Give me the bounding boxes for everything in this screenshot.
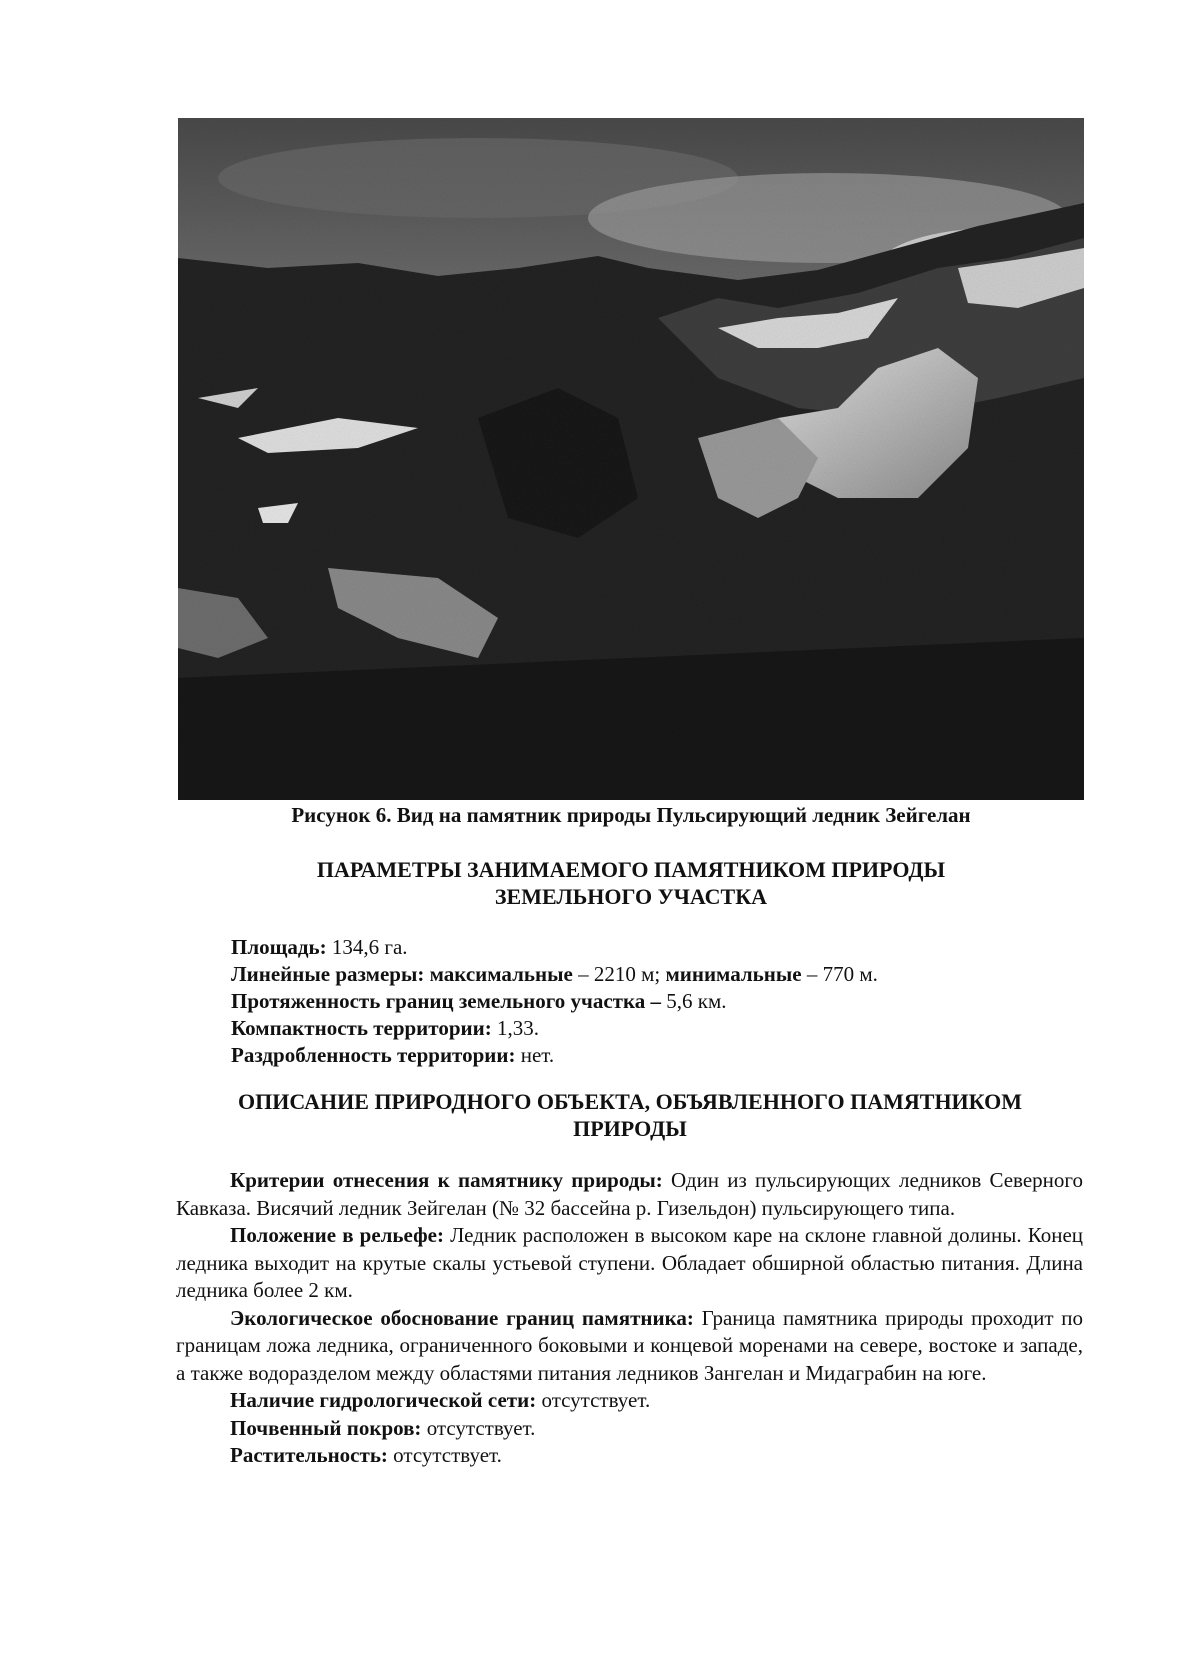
param-value: 5,6 км. <box>661 989 727 1013</box>
param-fragmentation <box>231 1042 1091 1069</box>
param-label: Площадь: <box>231 935 327 959</box>
param-value: 134,6 га. <box>326 935 408 959</box>
paragraph-label: Критерии отнесения к памятнику природы: <box>230 1168 663 1192</box>
paragraph-relief <box>176 1222 1083 1305</box>
paragraph-text: Ледник расположен в высоком каре на склоне главной долины. Конец ледника выходит на крутые скалы устьевой ступени. Обладает обширной областью питания. Длина ледника более 2 км. <box>176 1223 1083 1302</box>
paragraph-text: отсутствует. <box>421 1415 536 1440</box>
section-title-parameters <box>178 856 1084 910</box>
section-title-line: ОПИСАНИЕ ПРИРОДНОГО ОБЪЕКТА, ОБЪЯВЛЕННОГО ПАМЯТНИКОМ <box>238 1089 1022 1114</box>
paragraph-text: отсутствует. <box>536 1388 651 1412</box>
param-border-length <box>231 988 1091 1015</box>
param-label: Линейные размеры: максимальные <box>231 962 573 986</box>
paragraph-text: Граница памятника природы проходит по границам ложа ледника, ограниченного боковыми и концевой моренами на севере, востоке и западе, а также водоразделом между областями питания ледников Зангелан и Мидаграбин на юге. <box>176 1305 1083 1385</box>
param-dimensions <box>231 961 1091 988</box>
paragraph-soil <box>176 1415 1083 1443</box>
paragraph-criteria <box>176 1167 1083 1222</box>
paragraph-label: Положение в рельефе: <box>230 1223 444 1247</box>
glacier-photo <box>178 118 1084 800</box>
paragraph-label: Растительность: <box>230 1443 388 1467</box>
paragraph-label: Экологическое обоснование границ памятника: <box>230 1305 694 1330</box>
figure-caption: Рисунок 6. Вид на памятник природы Пульсирующий ледник Зейгелан <box>291 803 971 827</box>
paragraph-text: отсутствует. <box>387 1443 502 1467</box>
mountain-landscape-image <box>178 118 1084 800</box>
param-area <box>231 934 1091 961</box>
paragraph-label: Наличие гидрологической сети: <box>230 1388 537 1412</box>
parameters-list <box>231 934 1091 1069</box>
param-value: 1,33. <box>491 1016 539 1040</box>
param-value: – 770 м. <box>801 962 878 986</box>
param-label: Раздробленность территории: <box>231 1043 516 1067</box>
param-compactness <box>231 1015 1091 1042</box>
param-value: нет. <box>515 1043 555 1067</box>
paragraph-text: Один из пульсирующих ледников Северного Кавказа. Висячий ледник Зейгелан (№ 32 бассейна р. Гизельдон) пульсирующего типа. <box>176 1168 1083 1220</box>
description-body <box>176 1167 1083 1470</box>
section-title-line: ЗЕМЕЛЬНОГО УЧАСТКА <box>494 884 768 909</box>
paragraph-hydrology <box>176 1387 1083 1415</box>
paragraph-ecology <box>176 1305 1083 1388</box>
section-title-line: ПРИРОДЫ <box>573 1116 687 1141</box>
param-label: минимальные <box>665 962 802 986</box>
section-title-line: ПАРАМЕТРЫ ЗАНИМАЕМОГО ПАМЯТНИКОМ ПРИРОДЫ <box>316 857 946 882</box>
param-value: – 2210 м; <box>572 962 666 986</box>
param-label: Компактность территории: <box>231 1016 492 1040</box>
param-label: Протяженность границ земельного участка – <box>231 989 662 1013</box>
paragraph-vegetation <box>176 1442 1083 1470</box>
section-title-description <box>140 1088 1120 1142</box>
paragraph-label: Почвенный покров: <box>230 1415 422 1440</box>
